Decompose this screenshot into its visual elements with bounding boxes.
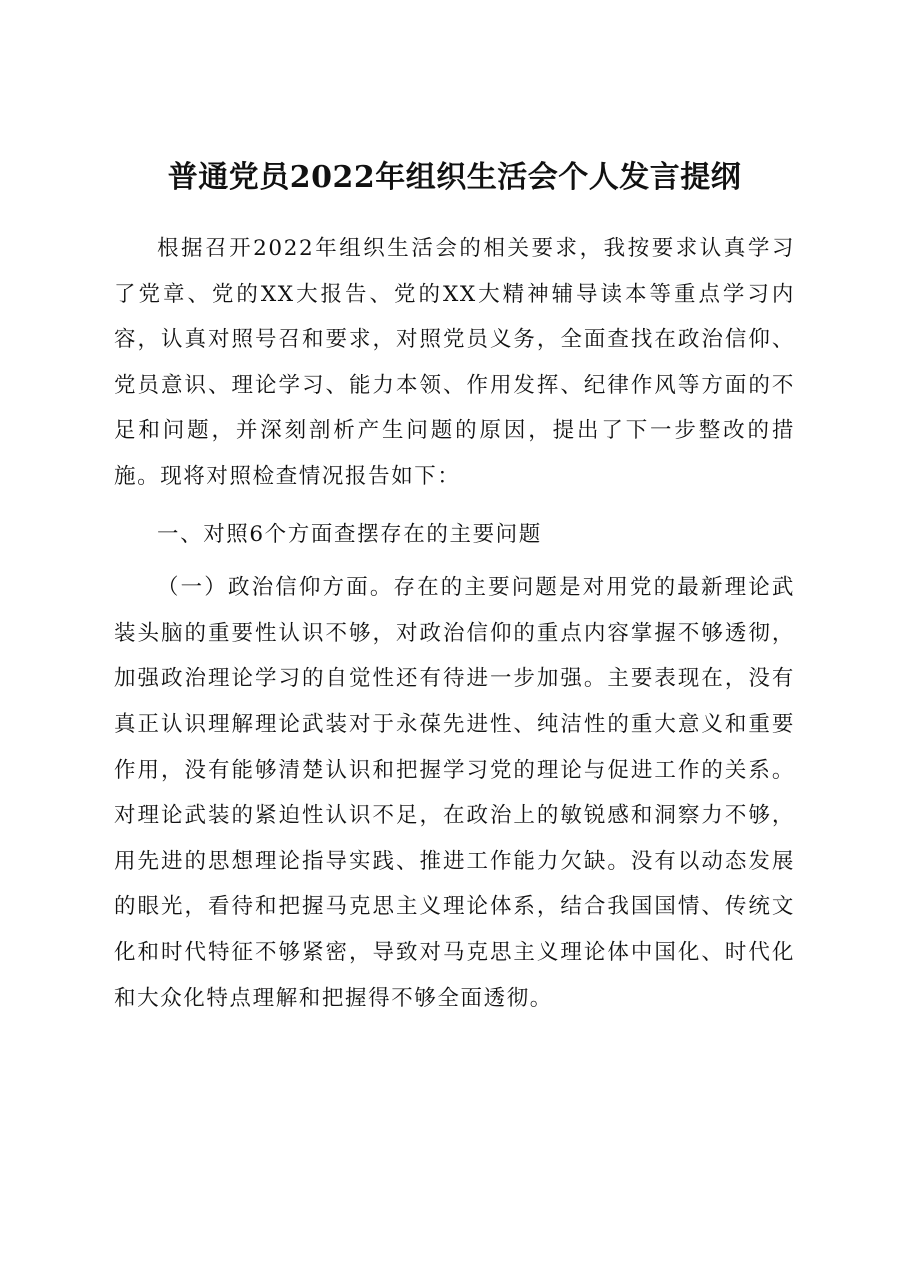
section-heading: 一、对照6个方面查摆存在的主要问题 <box>157 521 542 547</box>
document-title: 普通党员2022年组织生活会个人发言提纲 <box>167 160 742 195</box>
political-belief-paragraph: （一）政治信仰方面。存在的主要问题是对用党的最新理论武装头脑的重要性认识不够，对政治信仰的重点内容掌握不够透彻，加强政治理论学习的自觉性还有待进一步加强。主要表现在，没有真正认识理解理论武装对于永葆先进性、纯洁性的重大意义和重要作用，没有能够清楚认识和把握学习党的理论与促进工作的关系。对理论武装的紧迫性认识不足，在政治上的敏锐感和洞察力不够，用先进的思想理论指导实践、推进工作能力欠缺。没有以动态发展的眼光，看待和把握马克思主义理论体系，结合我国国情、传统文化和时代特征不够紧密，导致对马克思主义理论体中国化、时代化和大众化特点理解和把握得不够全面透彻。 <box>114 575 795 1011</box>
intro-paragraph: 根据召开2022年组织生活会的相关要求，我按要求认真学习了党章、党的XX大报告、党的XX大精神辅导读本等重点学习内容，认真对照号召和要求，对照党员义务，全面查找在政治信仰、党员意识、理论学习、能力本领、作用发挥、纪律作风等方面的不足和问题，并深刻剖析产生问题的原因，提出了下一步整改的措施。现将对照检查情况报告如下： <box>114 236 795 489</box>
